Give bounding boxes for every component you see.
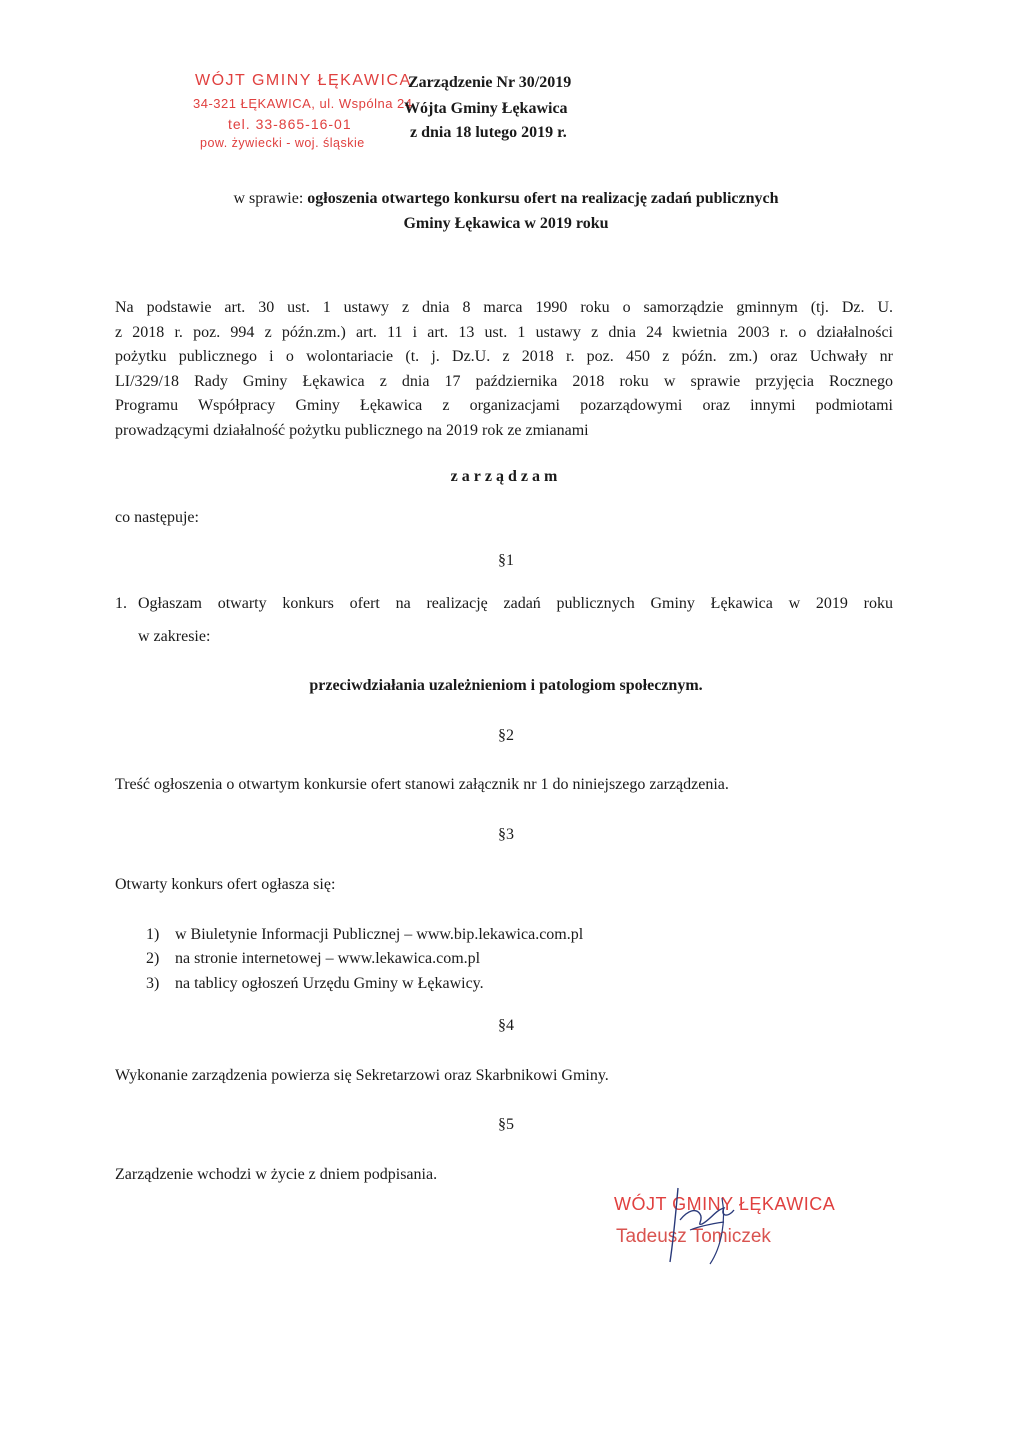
handwritten-signature xyxy=(640,1180,750,1270)
preamble-line: prowadzącymi działalność pożytku publicznego na 2019 rok ze zmianami xyxy=(115,421,589,439)
list-item-text: w Biuletynie Informacji Publicznej – www.bip.lekawica.com.pl xyxy=(175,926,584,943)
preamble-line: z 2018 r. poz. 994 z późn.zm.) art. 11 i art. 13 ust. 1 ustawy z dnia 24 kwietnia 2003 r. o działalności xyxy=(115,323,893,341)
decree-subject-line1 xyxy=(0,190,1012,208)
office-stamp-line1: WÓJT GMINY ŁĘKAWICA xyxy=(195,72,412,89)
list-item-number: 3) xyxy=(146,975,160,992)
preamble-line: LI/329/18 Rady Gminy Łękawica z dnia 17 października 2018 roku w sprawie przyjęcia Rocznego xyxy=(115,372,893,390)
co-nastepuje: co następuje: xyxy=(115,509,199,526)
decree-issuer: Wójta Gminy Łękawica xyxy=(404,100,568,117)
preamble-line: pożytku publicznego i o wolontariacie (t. j. Dz.U. z 2018 r. poz. 450 z późn. zm.) oraz Uchwały nr xyxy=(115,348,893,366)
section-3-heading: §3 xyxy=(498,826,514,843)
list-item-number: 1) xyxy=(146,926,160,943)
preamble-line: Programu Współpracy Gminy Łękawica z organizacjami pozarządowymi oraz innymi podmiotami xyxy=(115,397,893,415)
section-2-text: Treść ogłoszenia o otwartym konkursie ofert stanowi załącznik nr 1 do niniejszego zarządzenia. xyxy=(115,776,729,793)
section-5-heading: §5 xyxy=(498,1116,514,1133)
section-1-item-line1: Ogłaszam otwarty konkurs ofert na realizację zadań publicznych Gminy Łękawica w 2019 roku xyxy=(138,595,893,612)
office-stamp-line4: pow. żywiecki - woj. śląskie xyxy=(200,136,365,150)
office-stamp-line3: tel. 33-865-16-01 xyxy=(228,116,352,132)
decree-number: Zarządzenie Nr 30/2019 xyxy=(408,74,572,91)
signature-stamp-name: Tadeusz Tomiczek xyxy=(616,1226,771,1247)
decree-date: z dnia 18 lutego 2019 r. xyxy=(410,124,567,141)
section-1-item-line2: w zakresie: xyxy=(138,628,211,645)
section-1-item-number: 1. xyxy=(115,595,127,612)
subject-text: ogłoszenia otwartego konkursu ofert na realizację zadań publicznych xyxy=(307,190,779,207)
section-3-intro: Otwarty konkurs ofert ogłasza się: xyxy=(115,876,336,893)
decree-word: zarządzam xyxy=(450,468,562,485)
office-stamp-line2: 34-321 ŁĘKAWICA, ul. Wspólna 24 xyxy=(193,96,413,111)
section-5-text: Zarządzenie wchodzi w życie z dniem podpisania. xyxy=(115,1166,438,1183)
decree-subject-line2: Gminy Łękawica w 2019 roku xyxy=(403,215,609,232)
signature-stamp-title: WÓJT GMINY ŁĘKAWICA xyxy=(614,1194,836,1214)
list-item-text: na tablicy ogłoszeń Urzędu Gminy w Łękawicy. xyxy=(175,975,484,992)
section-4-text: Wykonanie zarządzenia powierza się Sekretarzowi oraz Skarbnikowi Gminy. xyxy=(115,1067,609,1084)
preamble-line: Na podstawie art. 30 ust. 1 ustawy z dnia 8 marca 1990 roku o samorządzie gminnym (tj. Dz. U. xyxy=(115,299,893,316)
subject-prefix: w sprawie: xyxy=(233,190,308,207)
preamble xyxy=(115,296,893,444)
section-2-heading: §2 xyxy=(498,727,514,744)
list-item-number: 2) xyxy=(146,950,160,967)
section-1-scope: przeciwdziałania uzależnieniom i patologiom społecznym. xyxy=(309,677,703,694)
section-1-heading: §1 xyxy=(498,552,514,569)
list-item-text: na stronie internetowej – www.lekawica.com.pl xyxy=(175,950,481,967)
section-4-heading: §4 xyxy=(498,1017,514,1034)
